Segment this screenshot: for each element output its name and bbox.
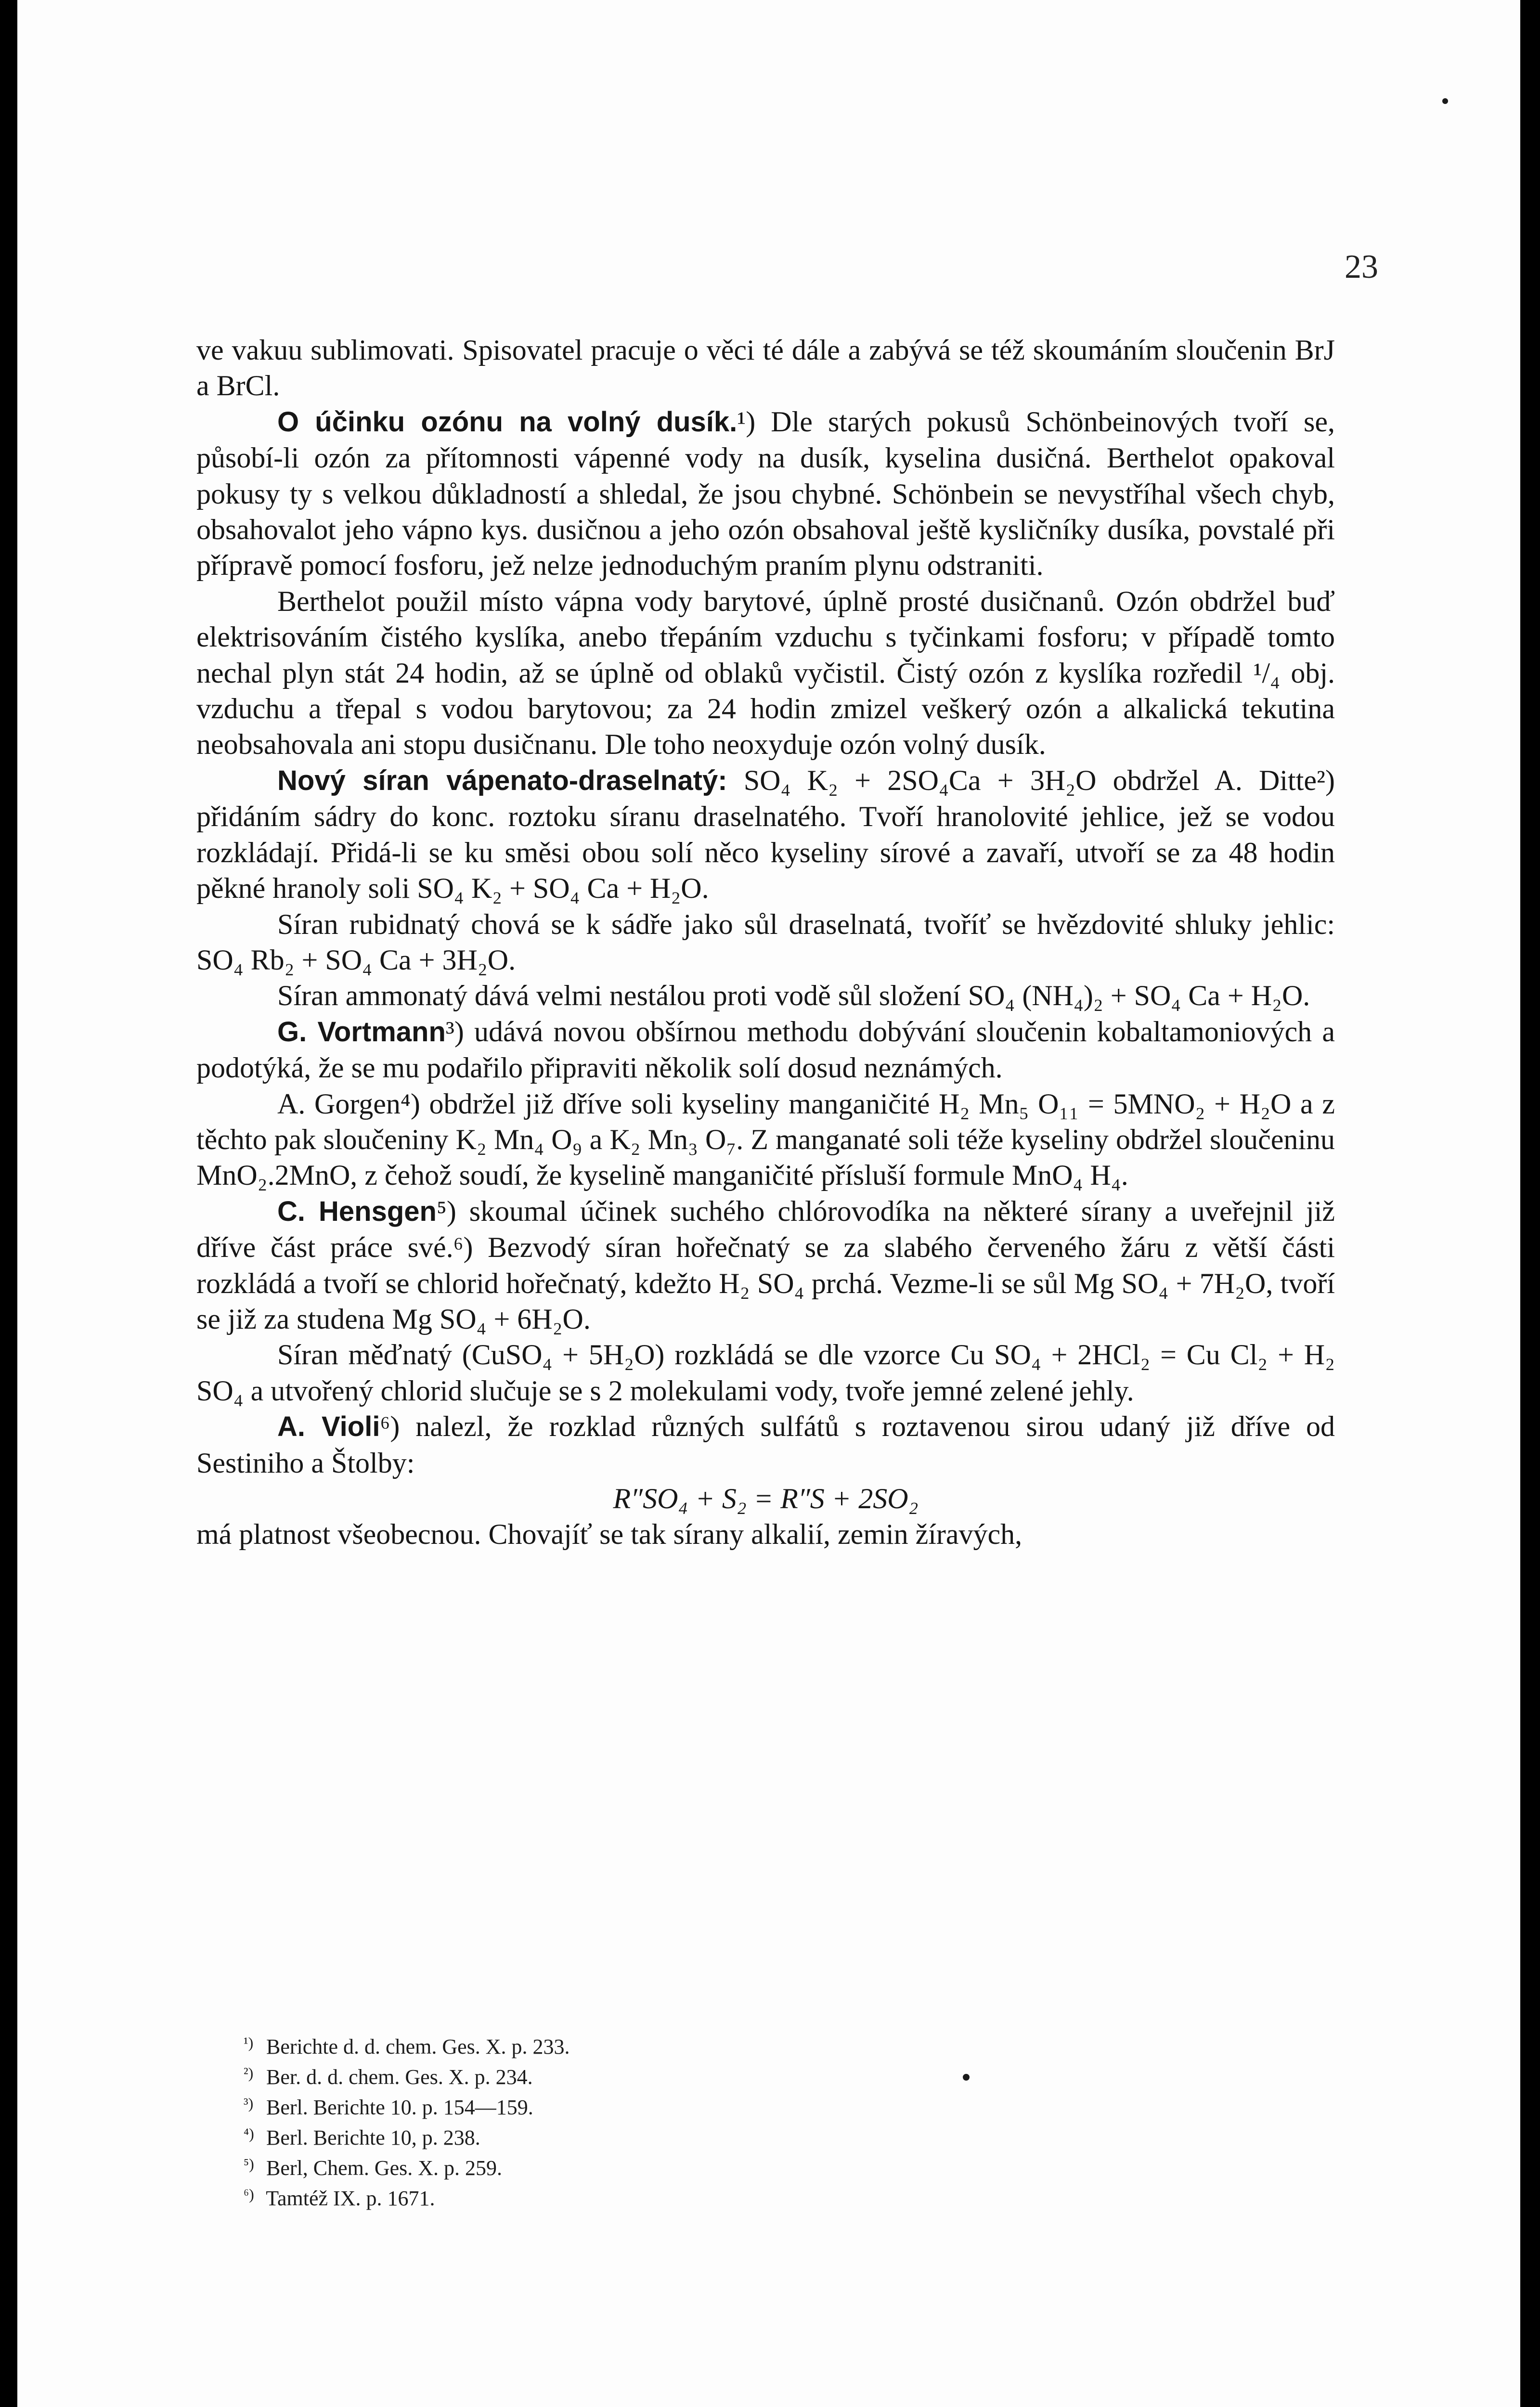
paragraph [196, 404, 1335, 583]
paragraph [196, 1014, 1335, 1086]
section-heading: Nový síran vápenato-draselnatý: [277, 764, 727, 796]
ink-speck [1442, 98, 1448, 104]
paragraph-text: Síran ammonatý dává velmi nestálou proti vodě sůl složení SO₄ (NH₄)₂ + SO₄ Ca + H₂O. [277, 980, 1310, 1012]
footnote [244, 2030, 570, 2060]
footnote [244, 2090, 570, 2121]
footnotes [244, 2030, 570, 2212]
paragraph [196, 583, 1335, 763]
paragraph [196, 1409, 1335, 1481]
section-heading: C. Hensgen [277, 1195, 437, 1227]
paragraph [196, 332, 1335, 404]
footnote-mark: ⁶) [244, 2186, 254, 2203]
footnote-mark: ²) [244, 2064, 254, 2082]
paragraph-text: ¹) Dle starých pokusů Schönbeinových tvoří se, působí-li ozón za přítomnosti vápenné vody na dusík, kyselina dusičná. Berthelot opakoval pokusy ty s velkou důkladností a shledal, že jsou chybné. Schönbein se nevystříhal všech chyb, obsahovalot jeho vápno kys. dusičnou a jeho ozón obsahoval ještě kysličníky dusíka, povstalé při přípravě pomocí fosforu, jež nelze jednoduchým praním plynu odstraniti. [196, 405, 1335, 582]
section-heading: O účinku ozónu na volný dusík. [277, 406, 738, 438]
footnote-text: Berichte d. d. chem. Ges. X. p. 233. [266, 2035, 570, 2058]
paragraph-text: ⁶) nalezl, že rozklad různých sulfátů s roztavenou sirou udaný již dříve od Sestiniho a Štolby: [196, 1411, 1335, 1479]
paragraph-text: Síran rubidnatý chová se k sádře jako sůl draselnatá, tvoříť se hvězdovité shluky jehlic: SO₄ Rb₂ + SO₄ Ca + 3H₂O. [196, 908, 1335, 976]
footnote-text: Tamtéž IX. p. 1671. [266, 2187, 435, 2210]
paragraph-text: ve vakuu sublimovati. Spisovatel pracuje o věci té dále a zabývá se též skoumáním sloučenin BrJ a BrCl. [196, 334, 1335, 402]
paragraph-text: Berthelot použil místo vápna vody barytové, úplně prosté dusičnanů. Ozón obdržel buď elektrisováním čistého kyslíka, anebo třepáním vzduchu s tyčinkami fosforu; v případě tomto nechal plyn stát 24 hodin, až se úplně od oblaků vyčistil. Čistý ozón z kyslíka rozředil ¹/₄ obj. vzduchu a třepal s vodou barytovou; za 24 hodin zmizel veškerý ozón a alkalická tekutina neobsahovala ani stopu dusičnanu. Dle toho neoxyduje ozón volný dusík. [196, 585, 1335, 761]
paragraph [196, 1516, 1335, 1552]
footnote [244, 2181, 570, 2212]
paragraph-text: Síran měďnatý (CuSO₄ + 5H₂O) rozkládá se dle vzorce Cu SO₄ + 2HCl₂ = Cu Cl₂ + H₂ SO₄ a utvořený chlorid slučuje se s 2 molekulami vody, tvoře jemné zelené jehly. [196, 1339, 1335, 1407]
page-number: 23 [1345, 248, 1378, 285]
book-page [17, 0, 1520, 2407]
footnote-text: Berl, Chem. Ges. X. p. 259. [266, 2156, 503, 2180]
footnote-text: Berl. Berichte 10, p. 238. [266, 2126, 480, 2149]
chemical-equation [196, 1481, 1335, 1516]
footnote-mark: ³) [244, 2095, 254, 2112]
equation-text: R″SO₄ + S₂ = R″S + 2SO₂ [613, 1483, 919, 1514]
body-text [196, 332, 1335, 1553]
paragraph [196, 1086, 1335, 1193]
ink-speck [963, 2074, 970, 2081]
paragraph-text: ³) udává novou obšírnou methodu dobývání sloučenin kobaltamoniových a podotýká, že se mu podařilo připraviti několik solí dosud neznámých. [196, 1015, 1335, 1084]
footnote-text: Ber. d. d. chem. Ges. X. p. 234. [266, 2065, 533, 2089]
footnote-text: Berl. Berichte 10. p. 154—159. [266, 2096, 533, 2119]
footnote-mark: ¹) [244, 2034, 254, 2051]
section-heading: A. Violi [277, 1411, 380, 1443]
paragraph-text: SO₄ K₂ + 2SO₄Ca + 3H₂O obdržel A. Ditte²) přidáním sádry do konc. roztoku síranu draselnatého. Tvoří hranolovité jehlice, jež se vodou rozkládají. Přidá-li se ku směsi obou solí něco kyseliny sírové a zavaří, utvoří se za 48 hodin pěkné hranoly soli SO₄ K₂ + SO₄ Ca + H₂O. [196, 764, 1335, 905]
paragraph [196, 1337, 1335, 1409]
footnote [244, 2121, 570, 2151]
footnote-mark: ⁴) [244, 2125, 254, 2142]
footnote [244, 2151, 570, 2181]
paragraph-text: má platnost všeobecnou. Chovajíť se tak sírany alkalií, zemin žíravých, [196, 1518, 1022, 1551]
paragraph [196, 1193, 1335, 1337]
paragraph [196, 906, 1335, 978]
footnote-mark: ⁵) [244, 2155, 254, 2173]
paragraph [196, 763, 1335, 906]
paragraph-text: A. Gorgen⁴) obdržel již dříve soli kyseliny manganičité H₂ Mn₅ O₁₁ = 5MNO₂ + H₂O a z těchto pak sloučeniny K₂ Mn₄ O₉ a K₂ Mn₃ O₇. Z manganaté soli téže kyseliny obdržel sloučeninu MnO₂.2MnO, z čehož soudí, že kyselině manganičité přísluší formule MnO₄ H₄. [196, 1087, 1335, 1191]
footnote [244, 2060, 570, 2090]
section-heading: G. Vortmann [277, 1016, 446, 1048]
paragraph [196, 978, 1335, 1013]
paragraph-text: ⁵) skoumal účinek suchého chlórovodíka na některé sírany a uveřejnil již dříve část práce své.⁶) Bezvodý síran hořečnatý se za slabého červeného žáru z větší části rozkládá a tvoří se chlorid hořečnatý, kdežto H₂ SO₄ prchá. Vezme-li se sůl Mg SO₄ + 7H₂O, tvoří se již za studena Mg SO₄ + 6H₂O. [196, 1195, 1335, 1335]
